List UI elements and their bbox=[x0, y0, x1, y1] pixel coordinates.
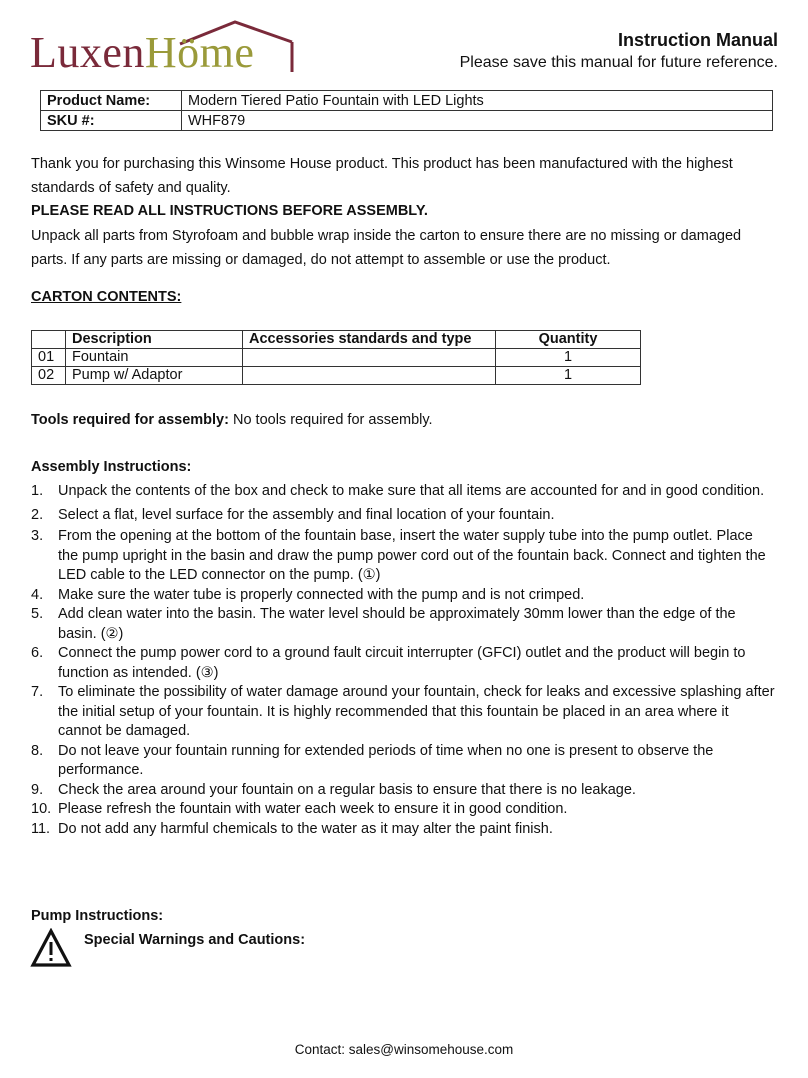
step-number: 8. bbox=[31, 742, 44, 759]
carton-heading: CARTON CONTENTS: bbox=[31, 289, 182, 305]
step-number: 1. bbox=[31, 483, 44, 499]
step-number: 6. bbox=[31, 645, 44, 661]
step-text: To eliminate the possibility of water damage around your fountain, check for leaks and excessive splashing after the initial setup of your fountain. It is highly recommended that this fountain be placed in an area where it cannot be damaged. bbox=[58, 684, 775, 739]
list-item bbox=[31, 605, 776, 644]
step-number: 4. bbox=[31, 586, 44, 603]
list-item bbox=[31, 479, 776, 503]
tools-line bbox=[31, 409, 776, 433]
sku-value: WHF879 bbox=[182, 111, 773, 131]
footer-contact: Contact: sales@winsomehouse.com bbox=[294, 1042, 514, 1057]
table-row bbox=[32, 349, 641, 367]
sku-label: SKU #: bbox=[41, 111, 182, 131]
document-title: Instruction Manual bbox=[617, 30, 778, 50]
table-header-row bbox=[32, 331, 641, 349]
step-text: Do not leave your fountain running for extended periods of time when no one is present to observe the performance. bbox=[58, 742, 714, 778]
step-number: 3. bbox=[31, 528, 44, 544]
brand-name-part1: Luxen bbox=[30, 28, 145, 77]
step-number: 7. bbox=[31, 684, 44, 700]
list-item bbox=[31, 820, 776, 840]
list-item bbox=[31, 781, 776, 801]
row-accessories bbox=[243, 367, 496, 385]
step-number: 10. bbox=[31, 801, 52, 817]
row-quantity: 1 bbox=[496, 349, 641, 367]
tools-text: No tools required for assembly. bbox=[228, 412, 433, 428]
carton-table bbox=[31, 330, 641, 385]
table-row bbox=[32, 367, 641, 385]
row-accessories bbox=[243, 349, 496, 367]
step-text: From the opening at the bottom of the fountain base, insert the water supply tube into the pump outlet. Place the pump upright in the basin and draw the pump power cord out of the fountain back. Connect and tighten the LED cable to the LED connector on the pump. (①) bbox=[58, 528, 766, 583]
list-item bbox=[31, 586, 776, 606]
assembly-heading: Assembly Instructions: bbox=[31, 459, 192, 475]
column-header-quantity: Quantity bbox=[496, 331, 641, 349]
warning-triangle-icon bbox=[30, 928, 72, 968]
document-subtitle: Please save this manual for future reference. bbox=[459, 54, 778, 71]
step-text: Select a flat, level surface for the assembly and final location of your fountain. bbox=[58, 507, 555, 523]
step-text: Check the area around your fountain on a regular basis to ensure that there is no leakage. bbox=[58, 781, 636, 798]
pump-heading: Pump Instructions: bbox=[31, 908, 164, 924]
list-item bbox=[31, 503, 776, 527]
step-text: Make sure the water tube is properly connected with the pump and is not crimped. bbox=[58, 586, 585, 603]
intro-unpack: Unpack all parts from Styrofoam and bubble wrap inside the carton to ensure there are no missing or damaged parts. If any parts are missing or damaged, do not attempt to assemble or use the product. bbox=[31, 228, 742, 268]
tools-label: Tools required for assembly: bbox=[31, 412, 229, 428]
product-info-table bbox=[40, 90, 773, 131]
step-number: 9. bbox=[31, 781, 44, 798]
row-quantity: 1 bbox=[496, 367, 641, 385]
list-item bbox=[31, 683, 776, 742]
step-text: Connect the pump power cord to a ground fault circuit interrupter (GFCI) outlet and the product will begin to function as intended. (③) bbox=[58, 645, 746, 681]
list-item bbox=[31, 800, 776, 820]
intro-thanks: Thank you for purchasing this Winsome House product. This product has been manufactured with the highest standards of safety and quality. bbox=[31, 156, 733, 196]
step-text: Do not add any harmful chemicals to the water as it may alter the paint finish. bbox=[58, 820, 553, 837]
step-text: Please refresh the fountain with water each week to ensure it in good condition. bbox=[58, 801, 568, 817]
step-number: 5. bbox=[31, 606, 44, 622]
column-header-accessories: Accessories standards and type bbox=[243, 331, 496, 349]
brand-logo bbox=[30, 14, 300, 76]
product-name-value: Modern Tiered Patio Fountain with LED Lights bbox=[182, 91, 773, 111]
row-no: 01 bbox=[32, 349, 66, 367]
table-row bbox=[41, 91, 773, 111]
special-warnings-heading: Special Warnings and Cautions: bbox=[84, 932, 306, 948]
row-description: Pump w/ Adaptor bbox=[66, 367, 243, 385]
step-text: Add clean water into the basin. The water level should be approximately 30mm lower than the edge of the basin. (②) bbox=[58, 606, 736, 642]
column-header-no bbox=[32, 331, 66, 349]
product-name-label: Product Name: bbox=[41, 91, 182, 111]
list-item bbox=[31, 527, 776, 586]
intro-read-all: PLEASE READ ALL INSTRUCTIONS BEFORE ASSEMBLY. bbox=[31, 203, 428, 219]
table-row bbox=[41, 111, 773, 131]
step-number: 11. bbox=[31, 820, 51, 837]
step-text: Unpack the contents of the box and check to make sure that all items are accounted for and in good condition. bbox=[58, 483, 765, 499]
column-header-description: Description bbox=[66, 331, 243, 349]
assembly-steps-list bbox=[31, 479, 776, 839]
brand-name-part2: Höme bbox=[144, 28, 255, 77]
step-number: 2. bbox=[31, 507, 44, 523]
row-no: 02 bbox=[32, 367, 66, 385]
list-item bbox=[31, 742, 776, 781]
list-item bbox=[31, 644, 776, 683]
row-description: Fountain bbox=[66, 349, 243, 367]
